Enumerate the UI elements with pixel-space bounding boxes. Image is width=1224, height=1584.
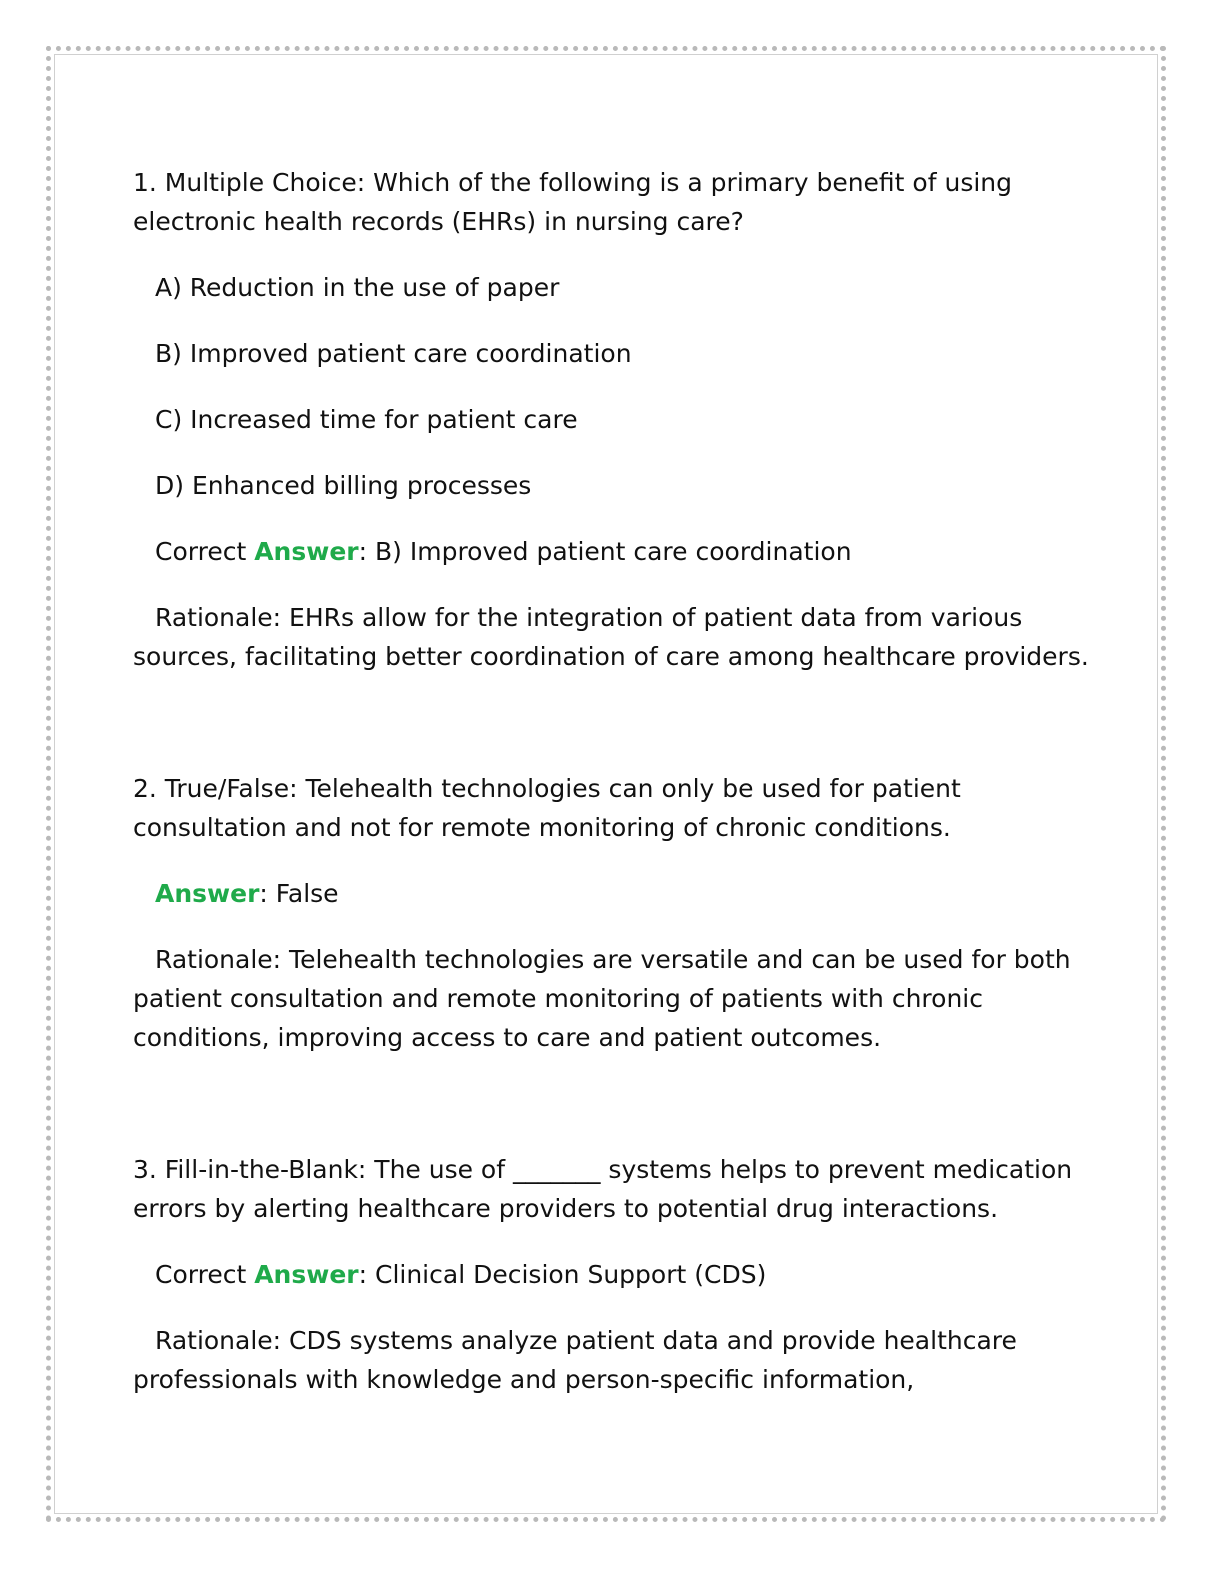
- answer-text: : False: [259, 879, 339, 908]
- question-2-rationale: Rationale: Telehealth technologies are versatile and can be used for both patient consultation and remote monitoring of patients with chronic conditions, improving access to care and patient outcomes.: [133, 945, 1071, 1052]
- question-1-answer: [133, 532, 1093, 571]
- question-1-prompt: 1. Multiple Choice: Which of the following is a primary benefit of using electronic health records (EHRs) in nursing care?: [133, 168, 1013, 236]
- question-2: [133, 769, 1093, 1057]
- answer-label: Answer: [254, 1260, 359, 1289]
- question-2-answer: [133, 874, 1093, 913]
- answer-text: : B) Improved patient care coordination: [358, 537, 852, 566]
- answer-text: : Clinical Decision Support (CDS): [358, 1260, 767, 1289]
- question-1-option-b: B) Improved patient care coordination: [155, 339, 632, 368]
- question-3-prompt: 3. Fill-in-the-Blank: The use of _______ systems helps to prevent medication errors by alerting healthcare providers to potential drug interactions.: [133, 1155, 1073, 1223]
- question-2-prompt: 2. True/False: Telehealth technologies can only be used for patient consultation and not for remote monitoring of chronic conditions.: [133, 774, 961, 842]
- answer-prefix: Correct: [155, 537, 255, 566]
- question-1-option-d: D) Enhanced billing processes: [155, 471, 532, 500]
- question-3: [133, 1150, 1093, 1399]
- question-3-rationale: Rationale: CDS systems analyze patient data and provide healthcare professionals with knowledge and person-specific information,: [133, 1326, 1017, 1394]
- document-body: [133, 163, 1093, 1399]
- answer-label: Answer: [155, 879, 260, 908]
- answer-label: Answer: [254, 537, 359, 566]
- answer-prefix: Correct: [155, 1260, 255, 1289]
- question-1: [133, 163, 1093, 676]
- question-1-option-c: C) Increased time for patient care: [155, 405, 578, 434]
- question-1-option-a: A) Reduction in the use of paper: [155, 273, 560, 302]
- question-3-answer: [133, 1255, 1093, 1294]
- question-1-rationale: Rationale: EHRs allow for the integration of patient data from various sources, facilitating better coordination of care among healthcare providers.: [133, 603, 1089, 671]
